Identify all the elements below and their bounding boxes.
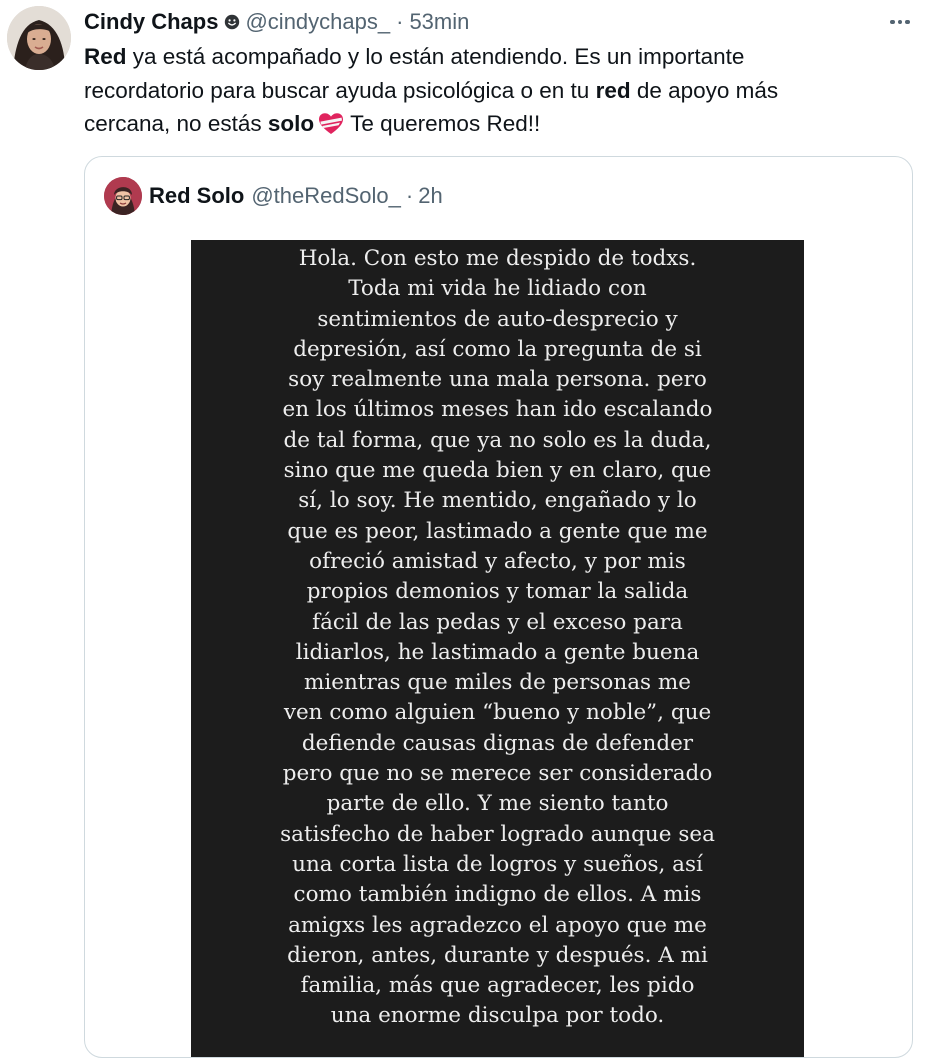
story-text-line: de tal forma, que ya no solo es la duda, xyxy=(283,427,712,453)
tweet-line-2: recordatorio para buscar ayuda psicológica o en tu red de apoyo más xyxy=(84,77,779,103)
story-text-line: defiende causas dignas de defender xyxy=(301,730,694,756)
user-avatar-photo xyxy=(7,6,71,70)
story-image[interactable] xyxy=(191,240,804,1058)
quoted-author-name[interactable]: Red Solo xyxy=(149,183,245,208)
story-text-line: fácil de las pedas y el exceso para xyxy=(312,609,683,635)
mending-heart-icon xyxy=(318,112,344,146)
author-name[interactable]: Cindy Chaps xyxy=(84,9,219,34)
story-text-line: como también indigno de ellos. A mis xyxy=(293,882,702,908)
story-text-line: en los últimos meses han ido escalando xyxy=(282,397,713,423)
story-text-line: soy realmente una mala persona. pero xyxy=(288,367,707,393)
story-text-line: sí, lo soy. He mentido, engañado y lo xyxy=(298,488,697,514)
story-text-line: propios demonios y tomar la salida xyxy=(306,579,689,605)
tweet-line-3: cercana, no estás solo Te queremos Red!! xyxy=(84,107,884,146)
tweet-timestamp[interactable]: 53min xyxy=(409,9,470,34)
story-text-line: ofreció amistad y afecto, y por mis xyxy=(309,548,686,574)
story-text-line: lidiarlos, he lastimado a gente buena xyxy=(295,639,700,665)
story-text-line: mientras que miles de personas me xyxy=(303,670,692,696)
header-separator: · xyxy=(396,9,404,34)
story-text-line: una corta lista de logros y sueños, así xyxy=(292,851,703,877)
story-text-line: Hola. Con esto me despido de todxs. xyxy=(298,246,697,271)
story-text-line: que es peor, lastimado a gente que me xyxy=(287,518,708,544)
story-text-line: satisfecho de haber logrado aunque sea xyxy=(280,821,715,847)
tweet-header xyxy=(84,7,469,37)
story-text-line: sentimientos de auto-desprecio y xyxy=(317,306,678,332)
story-text-line: dieron, antes, durante y después. A mi xyxy=(287,942,708,968)
quoted-author-handle[interactable]: @theRedSolo_ xyxy=(251,183,401,208)
tweet-body xyxy=(84,40,884,146)
tweet-line-1: Red ya está acompañado y lo están atendiendo. Es un importante xyxy=(84,44,745,69)
story-text-line: sino que me queda bien y en claro, que xyxy=(283,458,712,484)
story-text-line: Toda mi vida he lidiado con xyxy=(348,276,647,302)
quoted-header-separator: · xyxy=(405,183,414,208)
verified-badge-icon xyxy=(224,14,240,30)
author-avatar[interactable] xyxy=(7,6,71,70)
cartoon-avatar-icon xyxy=(104,177,142,215)
story-text-line: una enorme disculpa por todo. xyxy=(330,1003,665,1029)
more-options-button[interactable] xyxy=(884,8,916,36)
story-text xyxy=(191,244,804,1032)
story-text-line: familia, más que agradecer, les pido xyxy=(300,973,695,999)
story-text-line: parte de ello. Y me siento tanto xyxy=(326,791,669,817)
more-options-icon xyxy=(890,20,895,25)
story-text-line: amigxs les agradezco el apoyo que me xyxy=(288,912,707,938)
story-text-line: pero que no se merece ser considerado xyxy=(282,761,713,787)
quoted-author-avatar[interactable] xyxy=(104,177,142,215)
quoted-tweet-header xyxy=(104,177,443,215)
story-text-line: depresión, así como la pregunta de si xyxy=(293,336,702,362)
author-handle[interactable]: @cindychaps_ xyxy=(245,9,391,34)
quoted-tweet-timestamp[interactable]: 2h xyxy=(418,183,443,208)
story-text-line: ven como alguien “bueno y noble”, que xyxy=(283,700,712,726)
quoted-tweet[interactable] xyxy=(84,156,913,1058)
